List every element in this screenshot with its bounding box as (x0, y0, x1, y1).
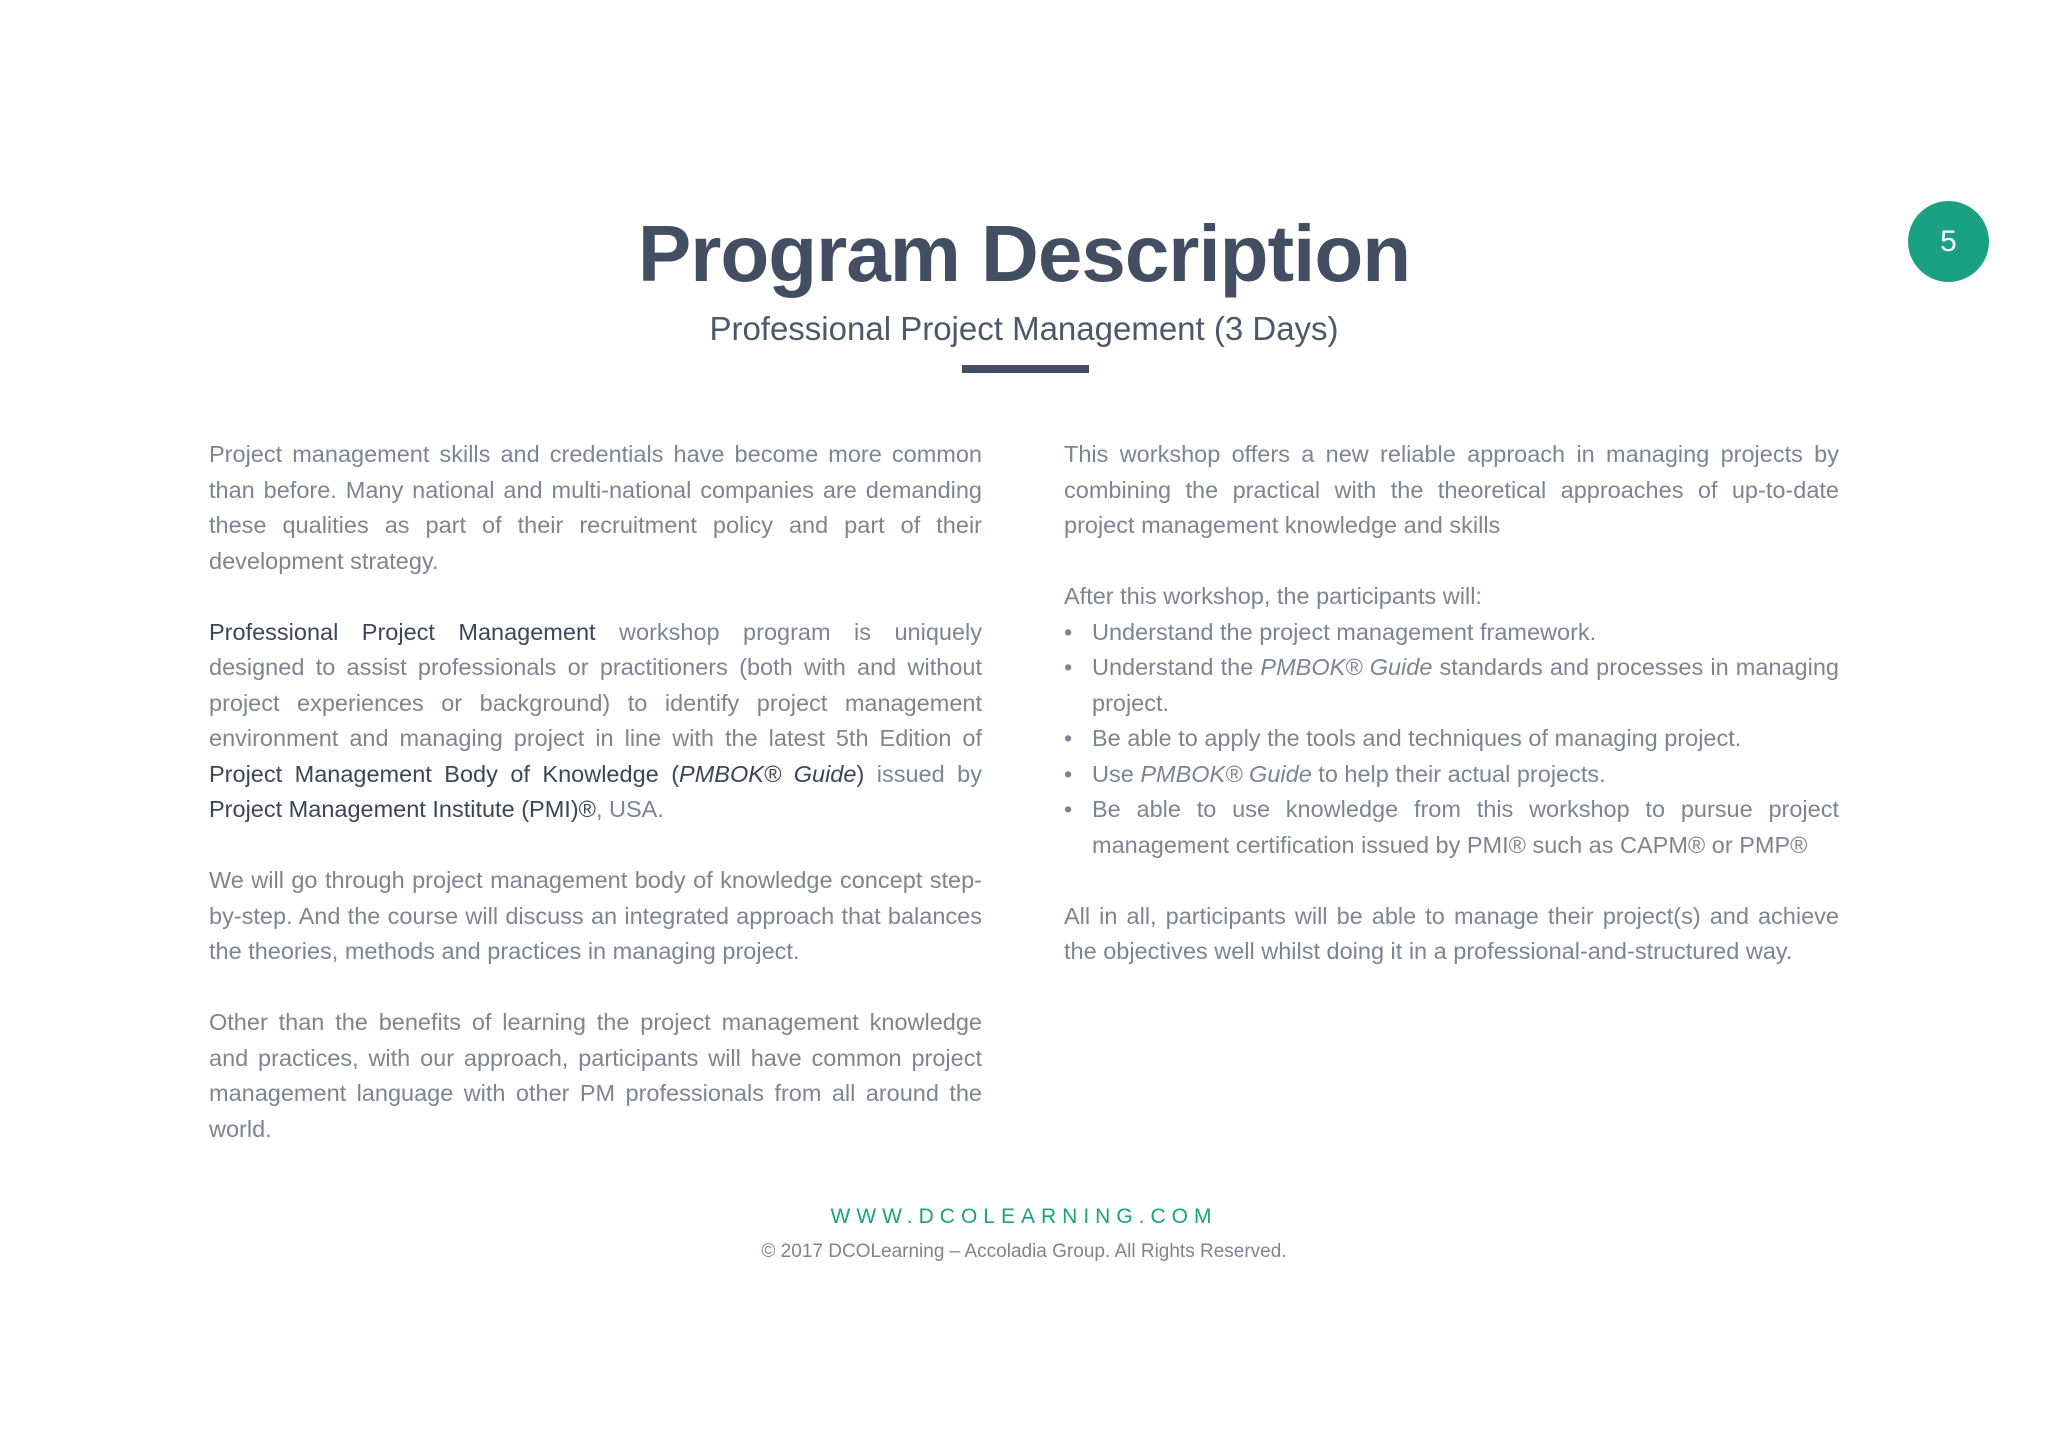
pmbok-guide-italic: PMBOK® Guide (1140, 760, 1312, 787)
list-item-text: Use (1092, 760, 1141, 787)
closing-paragraph: All in all, participants will be able to manage their project(s) and achieve the objectives well whilst doing it in a professional-and-structured way. (1064, 902, 1839, 964)
program-text-b: issued by (864, 760, 982, 787)
copyright-notice: © 2017 DCOLearning – Accoladia Group. All Rights Reserved. (761, 1241, 1287, 1262)
page-title: Program Description (637, 209, 1411, 298)
outcomes-list (1064, 615, 1839, 864)
list-item (1064, 757, 1839, 793)
page-subtitle: Professional Project Management (3 Days) (709, 310, 1339, 347)
pmbok-title-a: Project Management Body of Knowledge ( (209, 760, 680, 787)
list-item: • Be able to use knowledge from this workshop to pursue project management certification issued by PMI® such as CAPM® or PMP® (1064, 792, 1839, 863)
approach-paragraph: We will go through project management body of knowledge concept step-by-step. And the course will discuss an integrated approach that balances the theories, methods and practices in managing project. (209, 867, 982, 964)
pmi-reference: Project Management Institute (PMI)® (209, 796, 596, 822)
list-item-text: standards and processes in managing project. (1092, 654, 1839, 716)
pmbok-guide-italic: PMBOK® Guide (1260, 654, 1433, 680)
pmbok-guide-italic: PMBOK® Guide (679, 760, 857, 787)
intro-paragraph: Project management skills and credentials have become more common than before. Many national and multi-national companies are demanding these qualities as part of their recruitment policy and part of their development strategy. (209, 441, 982, 574)
right-column (1064, 437, 1839, 970)
page-number-badge: 5 (1908, 201, 1989, 282)
left-column (209, 437, 982, 1147)
title-divider (962, 365, 1089, 373)
list-item-text: to help their actual projects. (1311, 760, 1606, 787)
program-name: Professional Project Management (209, 618, 596, 645)
list-item: • Be able to apply the tools and techniques of managing project. (1064, 721, 1839, 757)
list-item-text: Understand the (1092, 654, 1261, 680)
list-item (1064, 650, 1839, 721)
workshop-paragraph: This workshop offers a new reliable approach in managing projects by combining the practical with the theoretical approaches of up-to-date project management knowledge and skills (1064, 441, 1839, 538)
pmbok-title-b: ) (856, 760, 865, 787)
website-link[interactable]: WWW.DCOLEARNING.COM (830, 1205, 1218, 1228)
program-text-a: workshop program is uniquely designed to assist professionals or practitioners (both with and without project experiences or background) to identify project management environment and managing project in line with the latest 5th Edition of (209, 618, 982, 751)
pmbok-reference (209, 761, 864, 787)
program-text-c: , USA. (595, 796, 664, 822)
program-paragraph (209, 615, 982, 828)
benefits-paragraph: Other than the benefits of learning the project management knowledge and practices, with our approach, participants will have common project management language with other PM professionals from all around the world. (209, 1009, 982, 1142)
outcomes-intro: After this workshop, the participants will: (1064, 583, 1482, 609)
list-item: • Understand the project management framework. (1064, 615, 1839, 651)
